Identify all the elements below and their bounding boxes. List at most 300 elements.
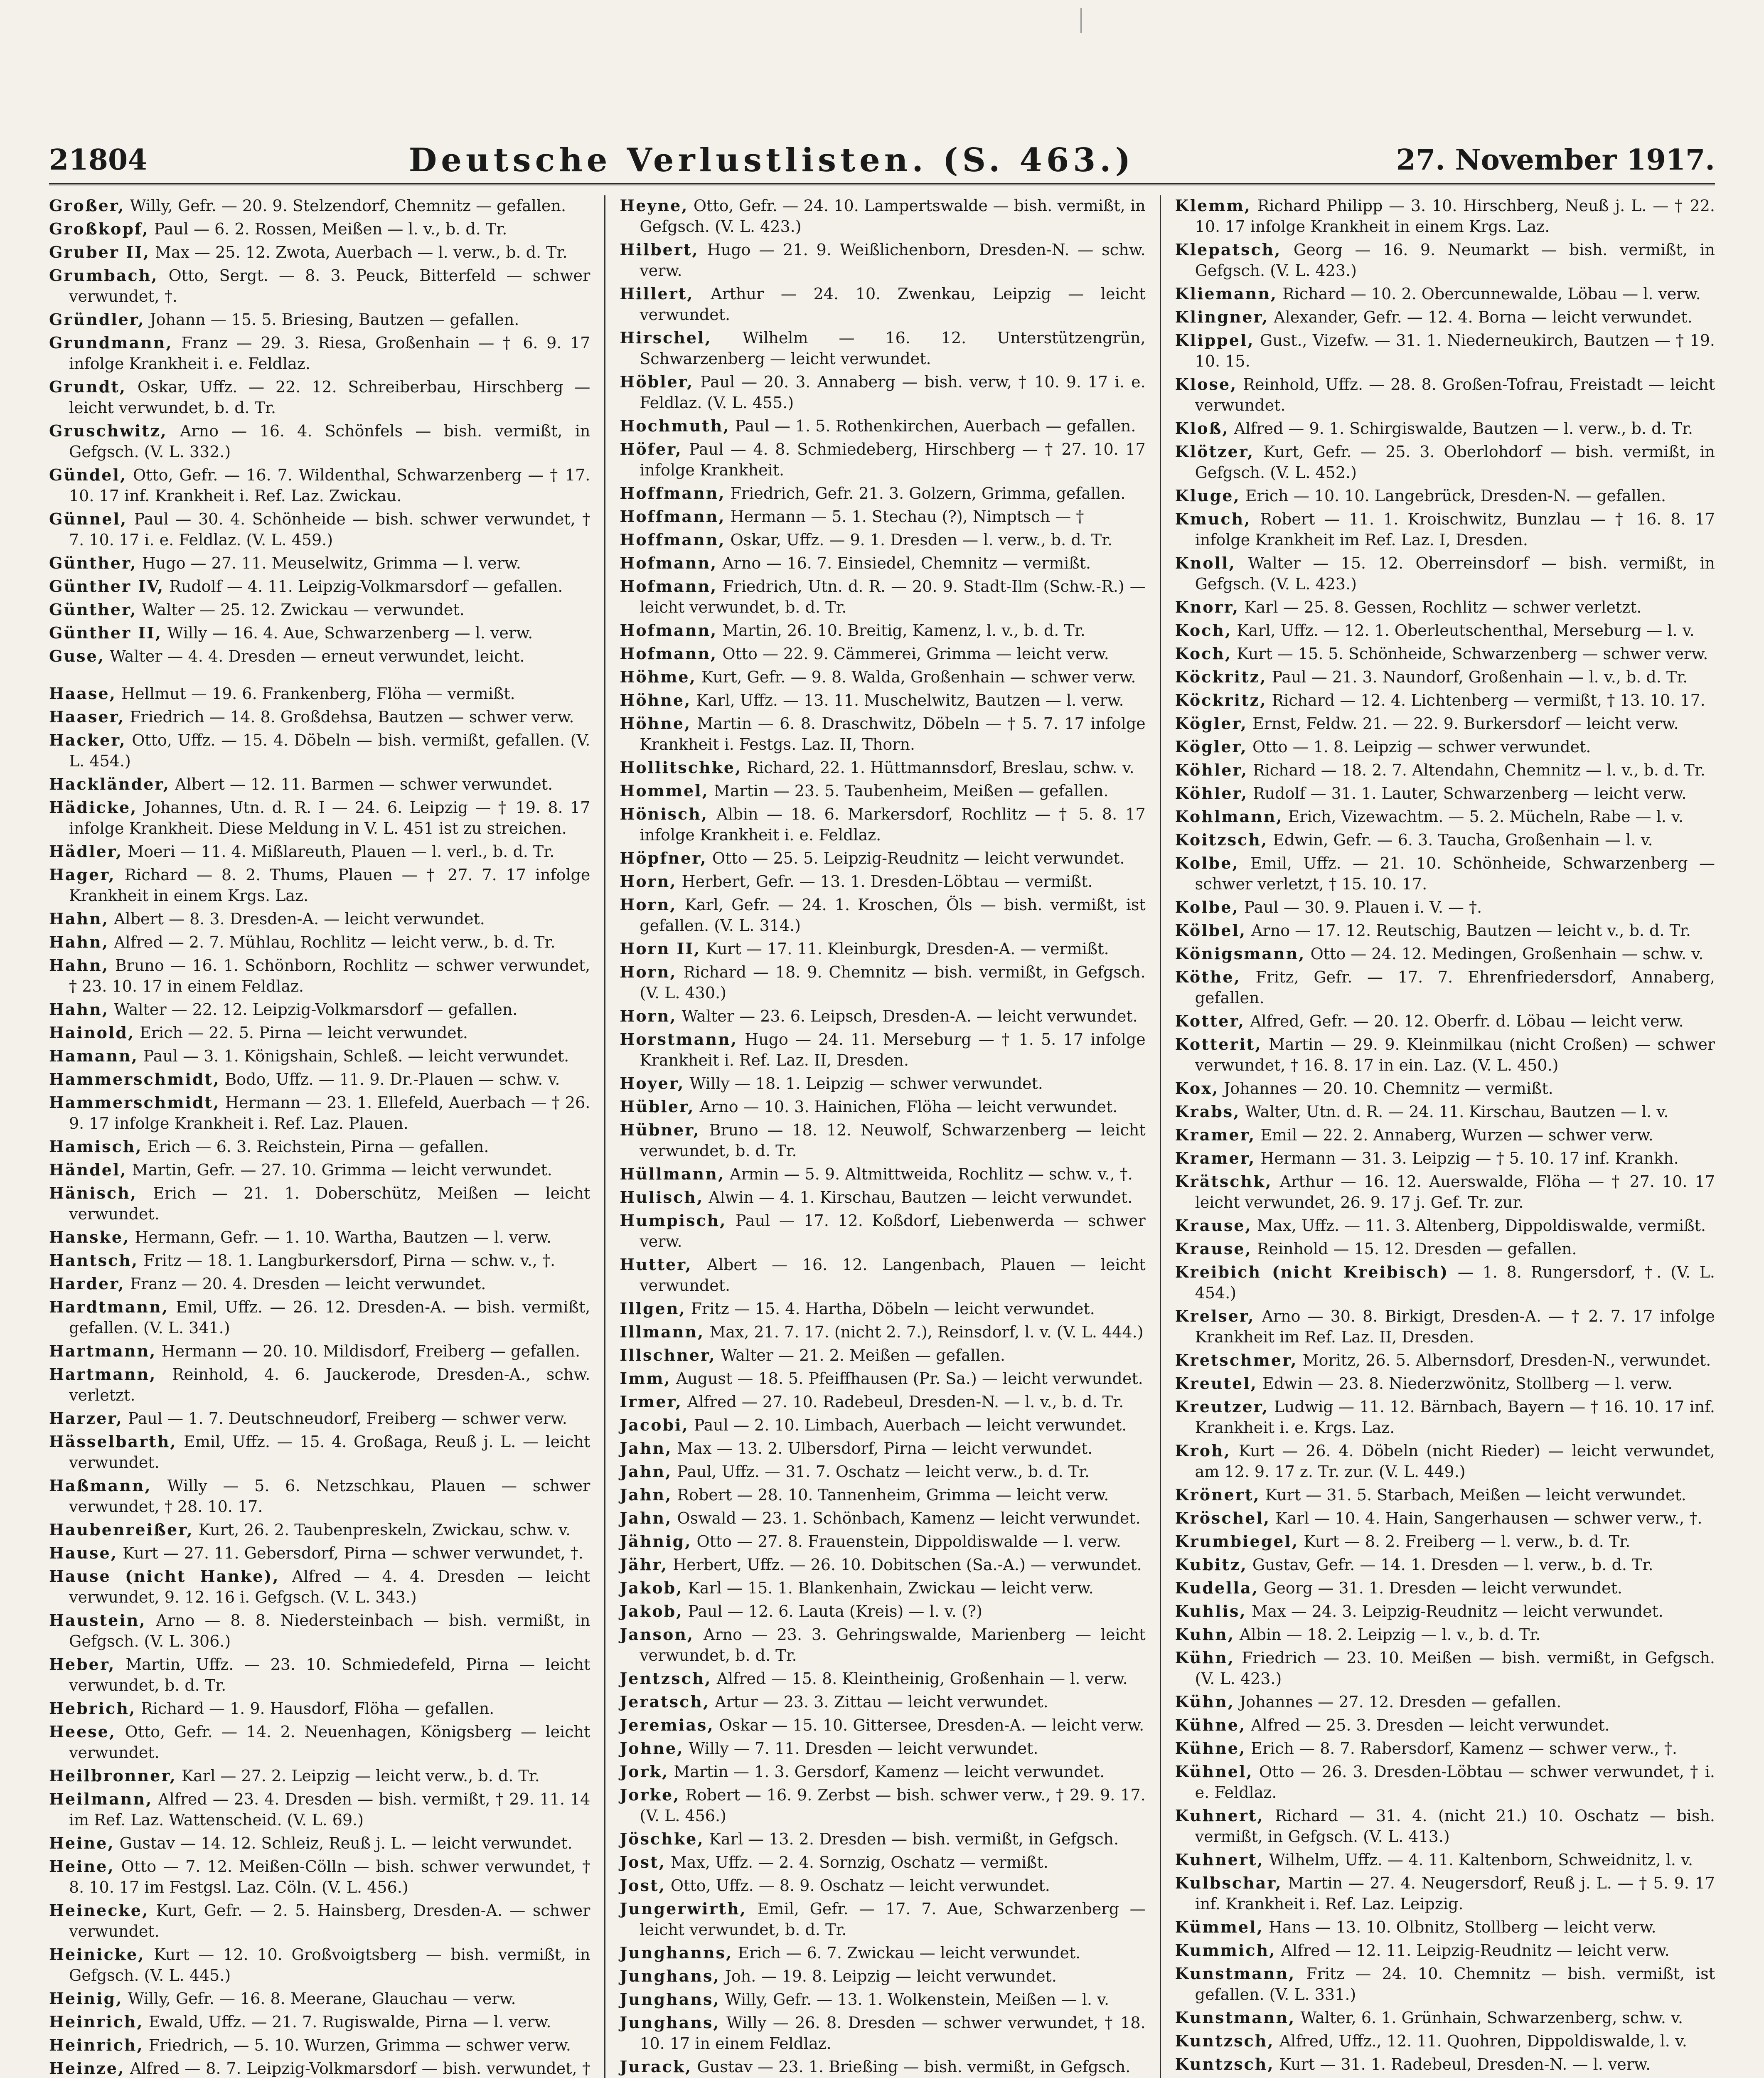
entry-surname: Jurack,	[620, 2057, 692, 2076]
entry-surname: Kotterit,	[1175, 1035, 1262, 1054]
casualty-entry	[620, 327, 1145, 369]
entry-surname: Köhler,	[1175, 784, 1248, 803]
casualty-entry	[49, 623, 590, 643]
entry-surname: Horstmann,	[620, 1030, 738, 1049]
casualty-entry	[49, 683, 590, 704]
entry-details: Walter — 21. 2. Meißen — gefallen.	[716, 1346, 1005, 1364]
entry-surname: Kox,	[1175, 1079, 1219, 1098]
entry-details: Max — 25. 12. Zwota, Auerbach — l. verw., b. d. Tr.	[150, 243, 568, 261]
entry-details: Emil, Uffz. — 15. 4. Großaga, Reuß j. L. — leicht verwundet.	[69, 1433, 590, 1472]
entry-details: Alfred — 4. 4. Dresden — leicht verwundet, 9. 12. 16 i. Gefgsch. (V. L. 343.)	[69, 1567, 590, 1606]
entry-surname: Haaser,	[49, 707, 125, 726]
casualty-entry	[1175, 1805, 1715, 1847]
entry-details: Otto — 24. 12. Medingen, Großenhain — schw. v.	[1305, 945, 1704, 963]
casualty-entry	[1175, 1601, 1715, 1622]
entry-details: Fritz — 18. 1. Langburkersdorf, Pirna — schw. v., †.	[138, 1251, 556, 1270]
entry-details: Georg — 16. 9. Neumarkt — bish. vermißt, in Gefgsch. (V. L. 423.)	[1195, 241, 1715, 280]
casualty-entry	[1175, 806, 1715, 827]
entry-details: Kurt — 15. 5. Schönheide, Schwarzenberg — schwer verw.	[1232, 645, 1708, 663]
entry-details: Emil — 22. 2. Annaberg, Wurzen — schwer verw.	[1255, 1126, 1653, 1144]
entry-details: Oskar, Uffz. — 22. 12. Schreiberbau, Hirschberg — leicht verwundet, b. d. Tr.	[69, 378, 590, 417]
casualty-entry	[620, 620, 1145, 641]
casualty-entry	[620, 529, 1145, 550]
casualty-entry	[1175, 1485, 1715, 1505]
column-3	[1160, 195, 1715, 2078]
entry-surname: Kümmel,	[1175, 1918, 1264, 1936]
casualty-entry	[1175, 760, 1715, 780]
casualty-entry	[1175, 1940, 1715, 1961]
entry-surname: Jahn,	[620, 1485, 672, 1504]
entry-surname: Johne,	[620, 1739, 684, 1758]
casualty-entry	[620, 690, 1145, 711]
page-date: 27. November 1917.	[1396, 143, 1715, 177]
entry-surname: Hahn,	[49, 1000, 109, 1019]
entry-details: Hugo — 24. 11. Merseburg — † 1. 5. 17 infolge Krankheit i. Ref. Laz. II, Dresden.	[640, 1030, 1146, 1069]
casualty-entry	[1175, 967, 1715, 1008]
entry-surname: Hahn,	[49, 909, 109, 928]
casualty-entry	[620, 757, 1145, 778]
casualty-entry	[1175, 1963, 1715, 2005]
entry-surname: Hofmann,	[620, 577, 718, 596]
entry-surname: Kuhnert,	[1175, 1850, 1264, 1869]
entry-surname: Kohlmann,	[1175, 807, 1283, 826]
entry-surname: Illgen,	[620, 1299, 686, 1318]
entry-surname: Günther IV,	[49, 577, 165, 596]
entry-details: Alfred — 25. 3. Dresden — leicht verwundet.	[1246, 1716, 1610, 1734]
entry-surname: Kunstmann,	[1175, 1964, 1296, 1983]
entry-details: Kurt, 26. 2. Taubenpreskeln, Zwickau, schw. v.	[193, 1521, 571, 1539]
casualty-entry	[1175, 418, 1715, 439]
entry-details: Arno — 8. 8. Niedersteinbach — bish. vermißt, in Gefgsch. (V. L. 306.)	[69, 1611, 590, 1650]
casualty-entry	[1175, 1508, 1715, 1529]
entry-details: Max, Uffz. — 11. 3. Altenberg, Dippoldiswalde, vermißt.	[1252, 1216, 1706, 1235]
casualty-entry	[620, 1738, 1145, 1759]
casualty-entry	[49, 509, 590, 550]
casualty-entry	[1175, 783, 1715, 804]
casualty-entry	[1175, 1624, 1715, 1645]
entry-details: Hermann — 5. 1. Stechau (?), Nimptsch — †	[725, 507, 1084, 526]
entry-details: Erich — 22. 5. Pirna — leicht verwundet.	[135, 1024, 468, 1042]
casualty-entry	[620, 667, 1145, 687]
casualty-entry	[49, 730, 590, 771]
entry-details: Kurt, Gefr. — 9. 8. Walda, Großenhain — schwer verw.	[696, 668, 1136, 686]
entry-surname: Hause,	[49, 1544, 118, 1562]
entry-details: Erich — 8. 7. Rabersdorf, Kamenz — schwer verw., †.	[1246, 1739, 1677, 1758]
entry-surname: Kühne,	[1175, 1739, 1246, 1758]
casualty-entry	[49, 1341, 590, 1362]
entry-surname: Hutter,	[620, 1255, 692, 1274]
entry-details: Reinhold — 15. 12. Dresden — gefallen.	[1252, 1240, 1577, 1258]
entry-surname: Jork,	[620, 1762, 669, 1781]
entry-details: Gustav — 14. 12. Schleiz, Reuß j. L. — leicht verwundet.	[114, 1834, 573, 1852]
entry-details: Otto, Gefr. — 24. 10. Lampertswalde — bish. vermißt, in Gefgsch. (V. L. 423.)	[640, 197, 1146, 236]
casualty-entry	[620, 1461, 1145, 1482]
casualty-entry	[1175, 1715, 1715, 1736]
entry-surname: Krumbiegel,	[1175, 1532, 1299, 1551]
entry-details: Ewald, Uffz. — 21. 7. Rugiswalde, Pirna — l. verw.	[143, 2013, 551, 2031]
entry-details: Armin — 5. 9. Altmittweida, Rochlitz — schw. v., †.	[725, 1165, 1133, 1183]
entry-details: Walter — 22. 12. Leipzig-Volkmarsdorf — gefallen.	[109, 1000, 518, 1019]
entry-surname: Kögler,	[1175, 714, 1247, 733]
entry-details: Oswald — 23. 1. Schönbach, Kamenz — leicht verwundet.	[672, 1509, 1141, 1527]
casualty-entry	[1175, 667, 1715, 687]
entry-surname: Krabs,	[1175, 1102, 1240, 1121]
casualty-entry	[1175, 1647, 1715, 1689]
entry-surname: Kolbe,	[1175, 898, 1239, 916]
entry-surname: Grundmann,	[49, 333, 173, 352]
casualty-entry	[49, 1721, 590, 1763]
entry-details: Walter — 4. 4. Dresden — erneut verwundet, leicht.	[104, 647, 525, 665]
casualty-entry	[620, 1415, 1145, 1435]
entry-details: Richard Philipp — 3. 10. Hirschberg, Neuß j. L. — † 22. 10. 17 infolge Krankheit in einem Krgs. Laz.	[1195, 197, 1715, 236]
casualty-entry	[1175, 1238, 1715, 1259]
entry-surname: Heinrich,	[49, 2036, 144, 2054]
casualty-entry	[49, 841, 590, 862]
entry-details: Willy — 7. 11. Dresden — leicht verwundet.	[684, 1739, 1038, 1758]
entry-details: Fritz, Gefr. — 17. 7. Ehrenfriedersdorf, Annaberg, gefallen.	[1195, 968, 1715, 1007]
entry-details: Arno — 16. 4. Schönfels — bish. vermißt, in Gefgsch. (V. L. 332.)	[69, 422, 590, 461]
entry-details: Otto, Uffz. — 15. 4. Döbeln — bish. vermißt, gefallen. (V. L. 454.)	[69, 731, 590, 770]
casualty-entry	[1175, 1215, 1715, 1236]
entry-details: Johannes — 20. 10. Chemnitz — vermißt.	[1219, 1079, 1553, 1098]
casualty-entry	[1175, 283, 1715, 304]
entry-details: Fritz — 24. 10. Chemnitz — bish. vermißt, ist gefallen. (V. L. 331.)	[1195, 1965, 1715, 2004]
entry-surname: Jost,	[620, 1876, 666, 1895]
casualty-entry	[1175, 1350, 1715, 1371]
casualty-entry	[1175, 1034, 1715, 1076]
entry-surname: Kloß,	[1175, 419, 1229, 438]
casualty-entry	[49, 1408, 590, 1429]
casualty-entry	[49, 1431, 590, 1473]
entry-surname: Jeratsch,	[620, 1692, 710, 1711]
entry-details: Karl, Uffz. — 13. 11. Muschelwitz, Bautzen — l. verw.	[691, 691, 1124, 709]
entry-details: Alfred, Gefr. — 20. 12. Oberfr. d. Löbau — leicht verw.	[1245, 1012, 1684, 1030]
entry-details: Robert — 11. 1. Kroischwitz, Bunzlau — † 16. 8. 17 infolge Krankheit im Ref. Laz. I, Dresden.	[1195, 510, 1715, 549]
entry-surname: Kuhnert,	[1175, 1806, 1264, 1825]
casualty-entry	[620, 416, 1145, 436]
entry-surname: Kunstmann,	[1175, 2008, 1296, 2027]
entry-details: Richard — 18. 9. Chemnitz — bish. vermißt, in Gefgsch. (V. L. 430.)	[640, 963, 1146, 1002]
entry-surname: Kühn,	[1175, 1692, 1235, 1711]
casualty-entry	[620, 1096, 1145, 1117]
entry-details: Paul — 2. 10. Limbach, Auerbach — leicht verwundet.	[689, 1416, 1127, 1434]
entry-surname: Kmuch,	[1175, 510, 1251, 528]
casualty-entry	[620, 1322, 1145, 1342]
entry-details: Willy — 18. 1. Leipzig — schwer verwundet.	[684, 1074, 1043, 1093]
entry-details: Alfred — 2. 7. Mühlau, Rochlitz — leicht verw., b. d. Tr.	[109, 933, 556, 951]
entry-surname: Jungerwirth,	[620, 1899, 747, 1918]
casualty-entry	[620, 848, 1145, 869]
casualty-entry	[620, 1029, 1145, 1071]
entry-surname: Krause,	[1175, 1216, 1252, 1235]
entry-details: Martin, Gefr. — 27. 10. Grimma — leicht verwundet.	[127, 1161, 552, 1179]
casualty-entry	[620, 1368, 1145, 1389]
entry-surname: Koitzsch,	[1175, 830, 1268, 849]
casualty-entry	[620, 1943, 1145, 1963]
casualty-entry	[49, 1297, 590, 1338]
entry-surname: Heese,	[49, 1722, 116, 1741]
entry-surname: Horn II,	[620, 939, 701, 958]
entry-surname: Hädicke,	[49, 798, 138, 817]
entry-surname: Heine,	[49, 1834, 115, 1852]
entry-surname: Horn,	[620, 872, 677, 891]
entry-details: Richard — 18. 2. 7. Altendahn, Chemnitz — l. v., b. d. Tr.	[1247, 761, 1705, 779]
entry-surname: Junghans,	[620, 1967, 720, 1985]
entry-surname: Jacobi,	[620, 1416, 689, 1434]
entry-details: Erich, Vizewachtm. — 5. 2. Mücheln, Rabe — l. v.	[1283, 808, 1684, 826]
entry-surname: Haubenreißer,	[49, 1520, 194, 1539]
entry-details: Otto — 7. 12. Meißen-Cölln — bish. schwer verwundet, † 8. 10. 17 im Festgsl. Laz. Cöln. (V. L. 456.)	[69, 1857, 590, 1896]
entry-details: Erich — 21. 1. Doberschütz, Meißen — leicht verwundet.	[69, 1184, 590, 1223]
entry-details: Kurt — 17. 11. Kleinburgk, Dresden-A. — vermißt.	[701, 940, 1109, 958]
casualty-entry	[49, 1856, 590, 1898]
entry-surname: Kühnel,	[1175, 1762, 1253, 1781]
entry-details: Hermann — 23. 1. Ellefeld, Auerbach — † 26. 9. 17 infolge Krankheit i. Ref. Laz. Plauen.	[69, 1093, 590, 1133]
entry-surname: Knorr,	[1175, 598, 1240, 616]
entry-surname: Händel,	[49, 1160, 127, 1179]
entry-surname: Guse,	[49, 647, 105, 665]
casualty-entry	[620, 1298, 1145, 1319]
entry-surname: Hacker,	[49, 731, 126, 749]
entry-details: August — 18. 5. Pfeiffhausen (Pr. Sa.) — leicht verwundet.	[671, 1369, 1143, 1388]
entry-surname: Kühne,	[1175, 1716, 1246, 1734]
entry-details: Friedrich, — 5. 10. Wurzen, Grimma — schwer verw.	[143, 2036, 571, 2054]
entry-surname: Klemm,	[1175, 196, 1251, 215]
casualty-entry	[620, 1164, 1145, 1184]
entry-surname: Kölbel,	[1175, 921, 1247, 940]
casualty-entry	[620, 1254, 1145, 1296]
entry-details: Willy, Gefr. — 13. 1. Wolkenstein, Meißen — l. v.	[720, 1990, 1110, 2009]
entry-details: Reinhold, 4. 6. Jauckerode, Dresden-A., schw. verletzt.	[69, 1365, 590, 1404]
casualty-entry	[1175, 830, 1715, 850]
casualty-entry	[49, 1160, 590, 1180]
casualty-entry	[1175, 2031, 1715, 2051]
casualty-entry	[49, 465, 590, 506]
casualty-entry	[1175, 330, 1715, 372]
entry-details: Franz — 29. 3. Riesa, Großenhain — † 6. 9. 17 infolge Krankheit i. e. Feldlaz.	[69, 334, 590, 373]
entry-details: Richard — 1. 9. Hausdorf, Flöha — gefallen.	[136, 1699, 495, 1718]
entry-surname: Kubitz,	[1175, 1555, 1247, 1574]
casualty-entry	[49, 1022, 590, 1043]
entry-details: Alfred — 9. 1. Schirgiswalde, Bautzen — l. verw., b. d. Tr.	[1229, 419, 1693, 438]
casualty-entry	[1175, 1101, 1715, 1122]
casualty-entry	[49, 1900, 590, 1942]
entry-details: Richard — 10. 2. Obercunnewalde, Löbau — l. verw.	[1277, 285, 1701, 303]
entry-details: Bodo, Uffz. — 11. 9. Dr.-Plauen — schw. v.	[220, 1070, 560, 1088]
casualty-entry	[620, 1668, 1145, 1689]
entry-details: Hugo — 27. 11. Meuselwitz, Grimma — l. verw.	[137, 554, 521, 572]
casualty-entry	[49, 932, 590, 953]
entry-surname: Kühn,	[1175, 1648, 1235, 1667]
entry-surname: Horn,	[620, 963, 677, 981]
entry-surname: Hirschel,	[620, 328, 712, 347]
casualty-entry	[49, 1654, 590, 1696]
entry-details: Oskar, Uffz. — 9. 1. Dresden — l. verw., b. d. Tr.	[725, 531, 1113, 549]
entry-details: Gustav — 23. 1. Brießing — bish. vermißt, in Gefgsch.	[692, 2058, 1131, 2076]
casualty-entry	[620, 506, 1145, 527]
casualty-entry	[620, 1785, 1145, 1826]
casualty-entry	[620, 483, 1145, 504]
entry-details: Martin — 6. 8. Draschwitz, Döbeln — † 5. 7. 17 infolge Krankheit i. Festgs. Laz. II, Thorn.	[640, 714, 1146, 753]
casualty-entry	[49, 1833, 590, 1854]
entry-details: Albin — 18. 6. Markersdorf, Rochlitz — † 5. 8. 17 infolge Krankheit i. e. Feldlaz.	[640, 805, 1146, 844]
entry-surname: Kröschel,	[1175, 1509, 1271, 1527]
casualty-entry	[620, 1073, 1145, 1094]
entry-surname: Jähr,	[620, 1555, 668, 1574]
casualty-entry	[1175, 920, 1715, 941]
entry-details: Paul — 12. 6. Lauta (Kreis) — l. v. (?)	[683, 1602, 982, 1620]
entry-details: Paul — 30. 4. Schönheide — bish. schwer verwundet, † 7. 10. 17 i. e. Feldlaz. (V. L. 459.)	[69, 510, 590, 549]
entry-surname: Hoffmann,	[620, 507, 726, 526]
casualty-entry	[49, 599, 590, 620]
entry-surname: Jeremias,	[620, 1716, 714, 1734]
entry-surname: Höfer,	[620, 440, 682, 458]
entry-details: Wilhelm — 16. 12. Unterstützengrün, Schwarzenberg — leicht verwundet.	[640, 329, 1146, 368]
entry-surname: Grundt,	[49, 377, 127, 396]
entry-details: Paul — 6. 2. Rossen, Meißen — l. v., b. d. Tr.	[149, 220, 507, 238]
casualty-entry	[49, 421, 590, 462]
casualty-entry	[49, 646, 590, 667]
entry-surname: Hoyer,	[620, 1074, 685, 1093]
entry-surname: Hübler,	[620, 1097, 695, 1116]
entry-surname: Königsmann,	[1175, 944, 1306, 963]
entry-surname: Günther,	[49, 600, 137, 619]
entry-details: Martin — 29. 9. Kleinmilkau (nicht Croßen) — schwer verwundet, † 16. 8. 17 in ein. Laz. (V. L. 450.)	[1195, 1035, 1715, 1074]
entry-surname: Heilmann,	[49, 1790, 153, 1808]
entry-details: Emil, Uffz. — 26. 12. Dresden-A. — bish. vermißt, gefallen. (V. L. 341.)	[69, 1298, 590, 1337]
casualty-entry	[620, 1578, 1145, 1598]
casualty-entry	[620, 576, 1145, 618]
entry-details: Max — 24. 3. Leipzig-Reudnitz — leicht verwundet.	[1246, 1602, 1663, 1620]
entry-details: Martin, Uffz. — 23. 10. Schmiedefeld, Pirna — leicht verwundet, b. d. Tr.	[69, 1655, 590, 1694]
entry-details: Karl — 10. 4. Hain, Sangerhausen — schwer verw., †.	[1270, 1509, 1702, 1527]
casualty-entry	[49, 1765, 590, 1786]
casualty-entry	[49, 1988, 590, 2009]
entry-details: Willy — 5. 6. Netzschkau, Plauen — schwer verwundet, † 28. 10. 17.	[69, 1477, 590, 1516]
entry-details: Karl, Uffz. — 12. 1. Oberleutschenthal, Merseburg — l. v.	[1232, 621, 1695, 640]
entry-details: Alfred, Uffz., 12. 11. Quohren, Dippoldiswalde, l. v.	[1274, 2032, 1688, 2050]
casualty-entry	[1175, 853, 1715, 894]
entry-surname: Hammerschmidt,	[49, 1070, 220, 1088]
casualty-entry	[49, 1944, 590, 1986]
entry-details: Erich — 6. 3. Reichstein, Pirna — gefallen.	[142, 1137, 489, 1156]
entry-details: Reinhold, Uffz. — 28. 8. Großen-Tofrau, Freistadt — leicht verwundet.	[1195, 375, 1715, 414]
entry-surname: Haßmann,	[49, 1476, 152, 1495]
entry-surname: Hulisch,	[620, 1188, 704, 1206]
entry-details: Albert — 16. 12. Langenbach, Plauen — leicht verwundet.	[640, 1256, 1146, 1295]
entry-surname: Harzer,	[49, 1409, 123, 1428]
entry-surname: Gründler,	[49, 310, 145, 329]
entry-surname: Krätschk,	[1175, 1172, 1272, 1191]
entry-surname: Kroh,	[1175, 1441, 1231, 1460]
entry-details: Karl — 15. 1. Blankenhain, Zwickau — leicht verw.	[683, 1579, 1094, 1597]
entry-surname: Jöschke,	[620, 1829, 704, 1848]
entry-details: Max, 21. 7. 17. (nicht 2. 7.), Reinsdorf, l. v. (V. L. 444.)	[704, 1323, 1144, 1341]
entry-surname: Hänisch,	[49, 1184, 137, 1202]
entry-surname: Kretschmer,	[1175, 1351, 1298, 1369]
casualty-entry	[49, 219, 590, 239]
entry-surname: Jahn,	[620, 1439, 672, 1458]
entry-details: Moeri — 11. 4. Mißlareuth, Plauen — l. verl., b. d. Tr.	[123, 842, 555, 861]
entry-details: Albert — 8. 3. Dresden-A. — leicht verwundet.	[109, 910, 485, 928]
entry-surname: Günther,	[49, 554, 137, 572]
entry-surname: Höhne,	[620, 691, 691, 709]
entry-details: Arthur — 16. 12. Auerswalde, Flöha — † 27. 10. 17 leicht verwundet, 26. 9. 17 j. Gef. Tr. zur.	[1195, 1172, 1715, 1211]
entry-details: Otto, Gefr. — 14. 2. Neuenhagen, Königsberg — leicht verwundet.	[69, 1723, 590, 1762]
casualty-entry	[620, 643, 1145, 664]
entry-surname: Hüllmann,	[620, 1165, 725, 1183]
entry-details: Albert — 12. 11. Barmen — schwer verwundet.	[170, 775, 553, 793]
entry-details: Paul, Uffz. — 31. 7. Oschatz — leicht verw., b. d. Tr.	[672, 1462, 1090, 1481]
entry-surname: Kudella,	[1175, 1578, 1259, 1597]
casualty-entry	[620, 1852, 1145, 1873]
casualty-entry	[49, 1183, 590, 1224]
entry-details: Max — 13. 2. Ulbersdorf, Pirna — leicht verwundet.	[672, 1439, 1093, 1458]
entry-details: Richard — 8. 2. Thums, Plauen — † 27. 7. 17 infolge Krankheit in einem Krgs. Laz.	[69, 866, 590, 905]
entry-surname: Hamann,	[49, 1046, 138, 1065]
entry-surname: Hantsch,	[49, 1251, 139, 1270]
entry-surname: Koch,	[1175, 621, 1232, 640]
entry-details: Gustav, Gefr. — 14. 1. Dresden — l. verw., b. d. Tr.	[1247, 1556, 1653, 1574]
entry-details: Edwin, Gefr. — 6. 3. Taucha, Großenhain — l. v.	[1268, 831, 1653, 849]
entry-surname: Höpfner,	[620, 849, 707, 867]
entry-details: Paul — 30. 9. Plauen i. V. — †.	[1239, 898, 1482, 916]
entry-surname: Klingner,	[1175, 308, 1269, 326]
casualty-entry	[620, 1210, 1145, 1252]
entry-surname: Klose,	[1175, 375, 1238, 394]
entry-surname: Jahn,	[620, 1509, 672, 1527]
entry-details: Erich — 6. 7. Zwickau — leicht verwundet.	[733, 1944, 1081, 1962]
entry-details: Friedrich, Utn. d. R. — 20. 9. Stadt-Ilm (Schw.-R.) — leicht verwundet, b. d. Tr.	[640, 577, 1146, 616]
casualty-entry	[620, 439, 1145, 480]
casualty-entry	[620, 1715, 1145, 1736]
casualty-entry	[1175, 1373, 1715, 1394]
casualty-entry	[1175, 1738, 1715, 1759]
casualty-entry	[620, 2056, 1145, 2077]
entry-details: Moritz, 26. 5. Albernsdorf, Dresden-N., verwundet.	[1297, 1351, 1711, 1369]
entry-surname: Kuntzsch,	[1175, 2055, 1274, 2073]
entry-surname: Jakob,	[620, 1578, 683, 1597]
entry-details: Rudolf — 31. 1. Lauter, Schwarzenberg — leicht verw.	[1247, 784, 1687, 803]
casualty-entry	[1175, 553, 1715, 594]
entry-surname: Horn,	[620, 1007, 677, 1025]
entry-details: Max, Uffz. — 2. 4. Sornzig, Oschatz — vermißt.	[665, 1853, 1048, 1871]
casualty-entry	[49, 1092, 590, 1134]
casualty-entry	[1175, 1578, 1715, 1598]
casualty-entry	[49, 999, 590, 1020]
entry-details: — 1. 8. Rungersdorf, †. (V. L. 454.)	[1195, 1263, 1715, 1302]
entry-details: Alfred — 15. 8. Kleintheinig, Großenhain — l. verw.	[711, 1669, 1128, 1688]
entry-details: Emil, Uffz. — 21. 10. Schönheide, Schwarzenberg — schwer verletzt, † 15. 10. 17.	[1195, 854, 1715, 893]
casualty-columns	[49, 195, 1715, 2078]
entry-details: Alfred — 12. 11. Leipzig-Reudnitz — leicht verw.	[1276, 1941, 1670, 1960]
entry-surname: Hoffmann,	[620, 530, 726, 549]
entry-details: Arno — 23. 3. Gehringswalde, Marienberg — leicht verwundet, b. d. Tr.	[640, 1625, 1146, 1664]
section-ref: (S. 463.)	[942, 141, 1135, 179]
casualty-entry	[49, 1566, 590, 1608]
casualty-entry	[1175, 1761, 1715, 1803]
page-number: 21804	[49, 143, 148, 177]
casualty-entry	[1175, 1262, 1715, 1303]
entry-details: Arno — 10. 3. Hainichen, Flöha — leicht verwundet.	[694, 1098, 1118, 1116]
casualty-entry	[620, 1554, 1145, 1575]
entry-surname: Hammerschmidt,	[49, 1093, 220, 1112]
entry-surname: Kuhlis,	[1175, 1602, 1247, 1620]
entry-surname: Kögler,	[1175, 737, 1247, 756]
entry-surname: Hillert,	[620, 284, 694, 303]
casualty-entry	[1175, 1011, 1715, 1032]
entry-surname: Kuhn,	[1175, 1625, 1235, 1644]
